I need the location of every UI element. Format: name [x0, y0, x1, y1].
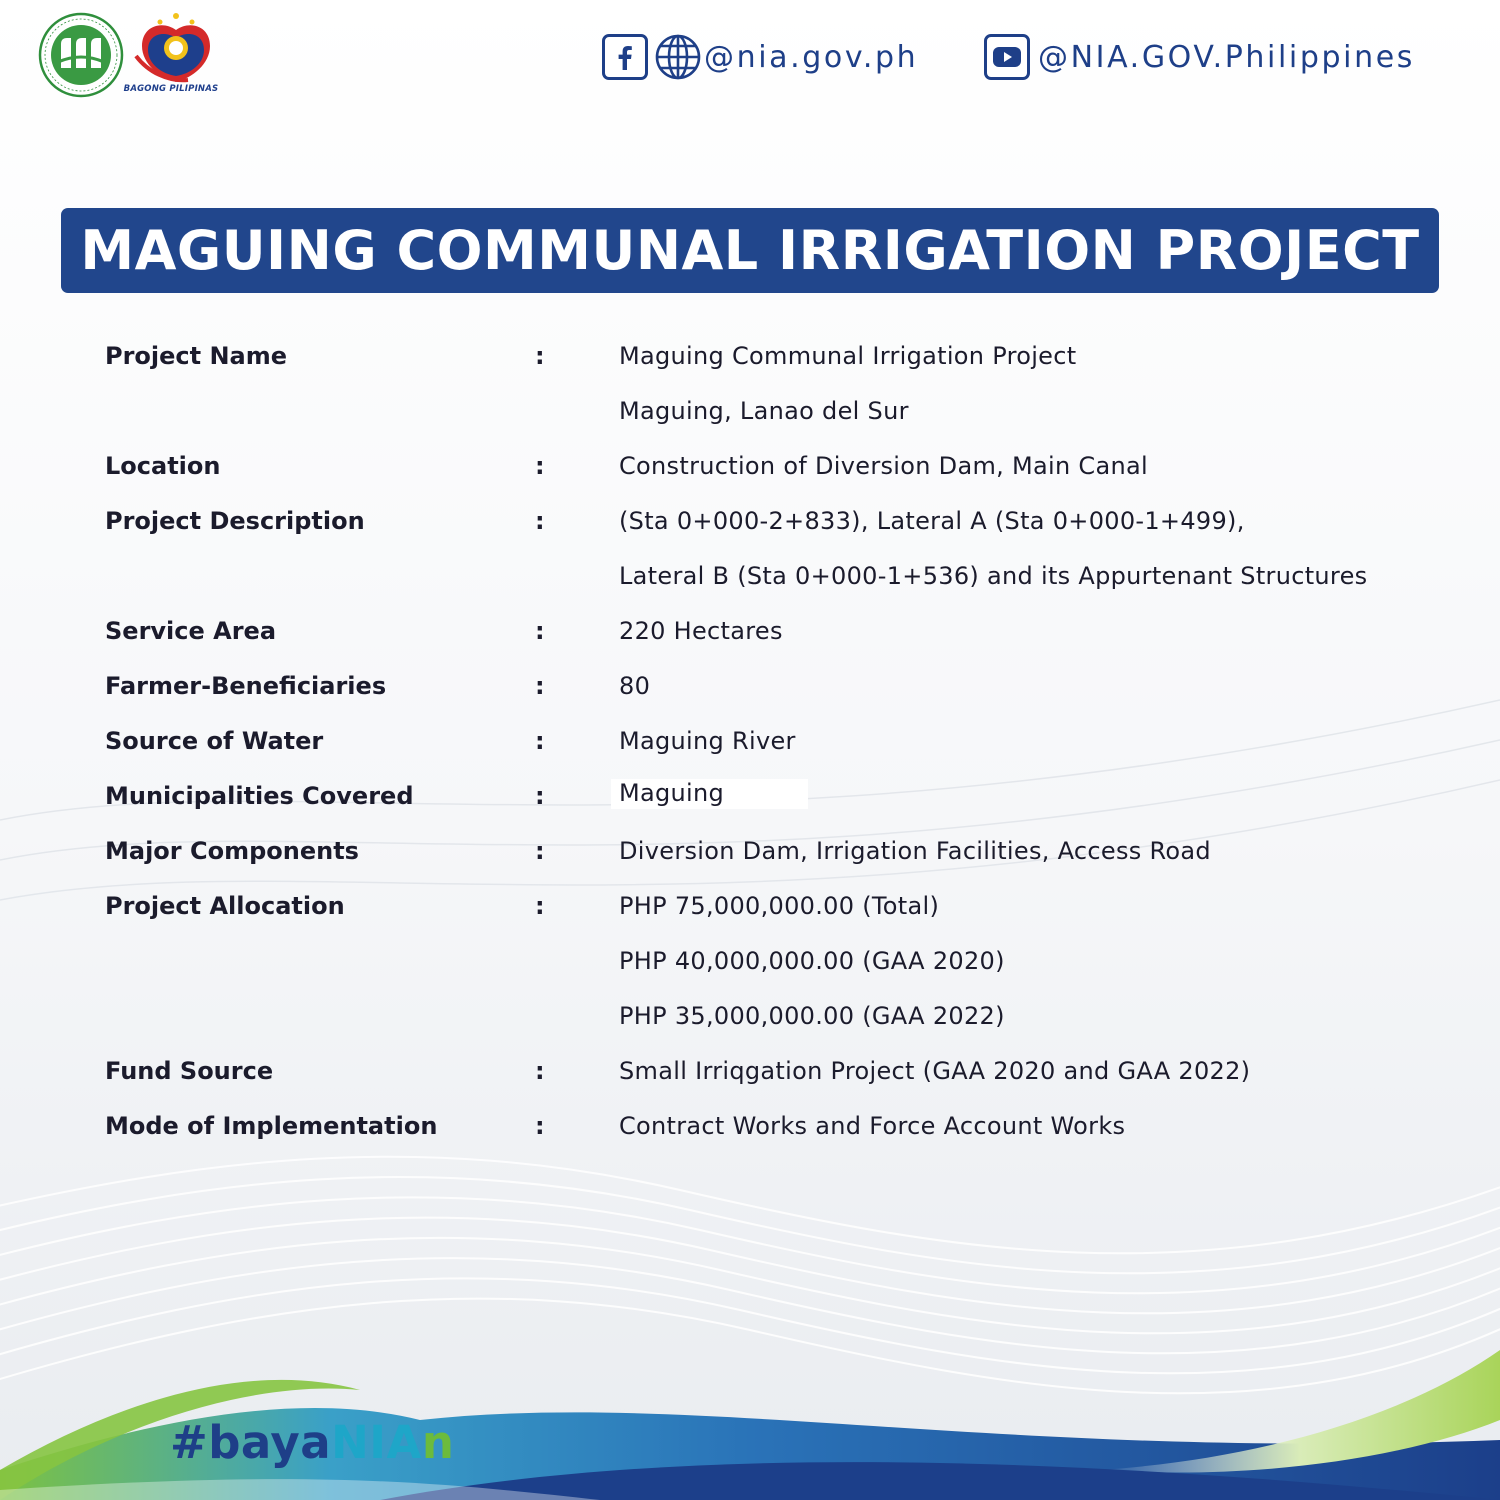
detail-row-allocation-gaa-2022: [0, 992, 1500, 1047]
detail-label: Location: [105, 452, 221, 480]
detail-colon: :: [535, 1057, 545, 1085]
detail-row-service-area: [0, 607, 1500, 662]
project-details-table: [0, 332, 1500, 1157]
detail-row-mode-of-implementation: [0, 1102, 1500, 1157]
detail-row-project-allocation: [0, 882, 1500, 937]
facebook-icon[interactable]: [602, 34, 648, 80]
bayanian-hashtag: [170, 1416, 454, 1469]
page-title: MAGUING COMMUNAL IRRIGATION PROJECT: [80, 219, 1420, 282]
detail-value: PHP 35,000,000.00 (GAA 2022): [619, 1002, 1005, 1030]
detail-value: PHP 75,000,000.00 (Total): [619, 892, 940, 920]
detail-value: Maguing River: [619, 727, 796, 755]
detail-colon: :: [535, 837, 545, 865]
detail-row-project-description-continued: [0, 552, 1500, 607]
detail-row-project-name-continued: [0, 387, 1500, 442]
detail-colon: :: [535, 617, 545, 645]
detail-value: Construction of Diversion Dam, Main Canal: [619, 452, 1148, 480]
detail-label: Service Area: [105, 617, 277, 645]
detail-label: Major Components: [105, 837, 359, 865]
youtube-icon[interactable]: [984, 34, 1030, 80]
detail-colon: :: [535, 342, 545, 370]
detail-colon: :: [535, 782, 545, 810]
detail-label: Project Name: [105, 342, 288, 370]
detail-label: Project Description: [105, 507, 365, 535]
detail-value: Maguing: [611, 779, 808, 809]
youtube-handle[interactable]: @NIA.GOV.Philippines: [1038, 39, 1415, 75]
bagong-pilipinas-wordmark: BAGONG PILIPINAS: [123, 84, 219, 94]
detail-value: 80: [619, 672, 651, 700]
detail-value: Maguing, Lanao del Sur: [619, 397, 909, 425]
detail-value: Small Irriqgation Project (GAA 2020 and GAA 2022): [619, 1057, 1251, 1085]
detail-value: 220 Hectares: [619, 617, 783, 645]
detail-value: Lateral B (Sta 0+000-1+536) and its Appurtenant Structures: [619, 562, 1368, 590]
detail-label: Project Allocation: [105, 892, 345, 920]
detail-colon: :: [535, 727, 545, 755]
title-banner: [61, 208, 1439, 293]
detail-row-location: [0, 442, 1500, 497]
detail-colon: :: [535, 452, 545, 480]
detail-label: Fund Source: [105, 1057, 274, 1085]
detail-colon: :: [535, 672, 545, 700]
hashtag-part: NIA: [331, 1416, 422, 1469]
detail-row-fund-source: [0, 1047, 1500, 1102]
social-web-group: [602, 30, 918, 84]
detail-label: Mode of Implementation: [105, 1112, 438, 1140]
detail-value: (Sta 0+000-2+833), Lateral A (Sta 0+000-1+499),: [619, 507, 1245, 535]
nia-seal-logo: [38, 12, 124, 98]
hashtag-part: n: [421, 1416, 455, 1469]
website-handle[interactable]: @nia.gov.ph: [704, 39, 919, 75]
detail-label: Municipalities Covered: [105, 782, 414, 810]
hashtag-part: #baya: [170, 1416, 332, 1469]
detail-row-source-of-water: [0, 717, 1500, 772]
detail-row-project-name: [0, 332, 1500, 387]
social-youtube-group: [984, 30, 1415, 84]
detail-value: Contract Works and Force Account Works: [619, 1112, 1126, 1140]
detail-label: Source of Water: [105, 727, 324, 755]
detail-value: PHP 40,000,000.00 (GAA 2020): [619, 947, 1005, 975]
detail-value: Diversion Dam, Irrigation Facilities, Access Road: [619, 837, 1211, 865]
detail-row-municipalities-covered: [0, 772, 1500, 827]
detail-row-farmer-beneficiaries: [0, 662, 1500, 717]
detail-row-major-components: [0, 827, 1500, 882]
detail-label: Farmer-Beneficiaries: [105, 672, 387, 700]
detail-colon: :: [535, 1112, 545, 1140]
detail-colon: :: [535, 892, 545, 920]
globe-icon[interactable]: [654, 33, 702, 81]
detail-value: Maguing Communal Irrigation Project: [619, 342, 1077, 370]
detail-row-allocation-gaa-2020: [0, 937, 1500, 992]
detail-row-project-description: [0, 497, 1500, 552]
detail-colon: :: [535, 507, 545, 535]
